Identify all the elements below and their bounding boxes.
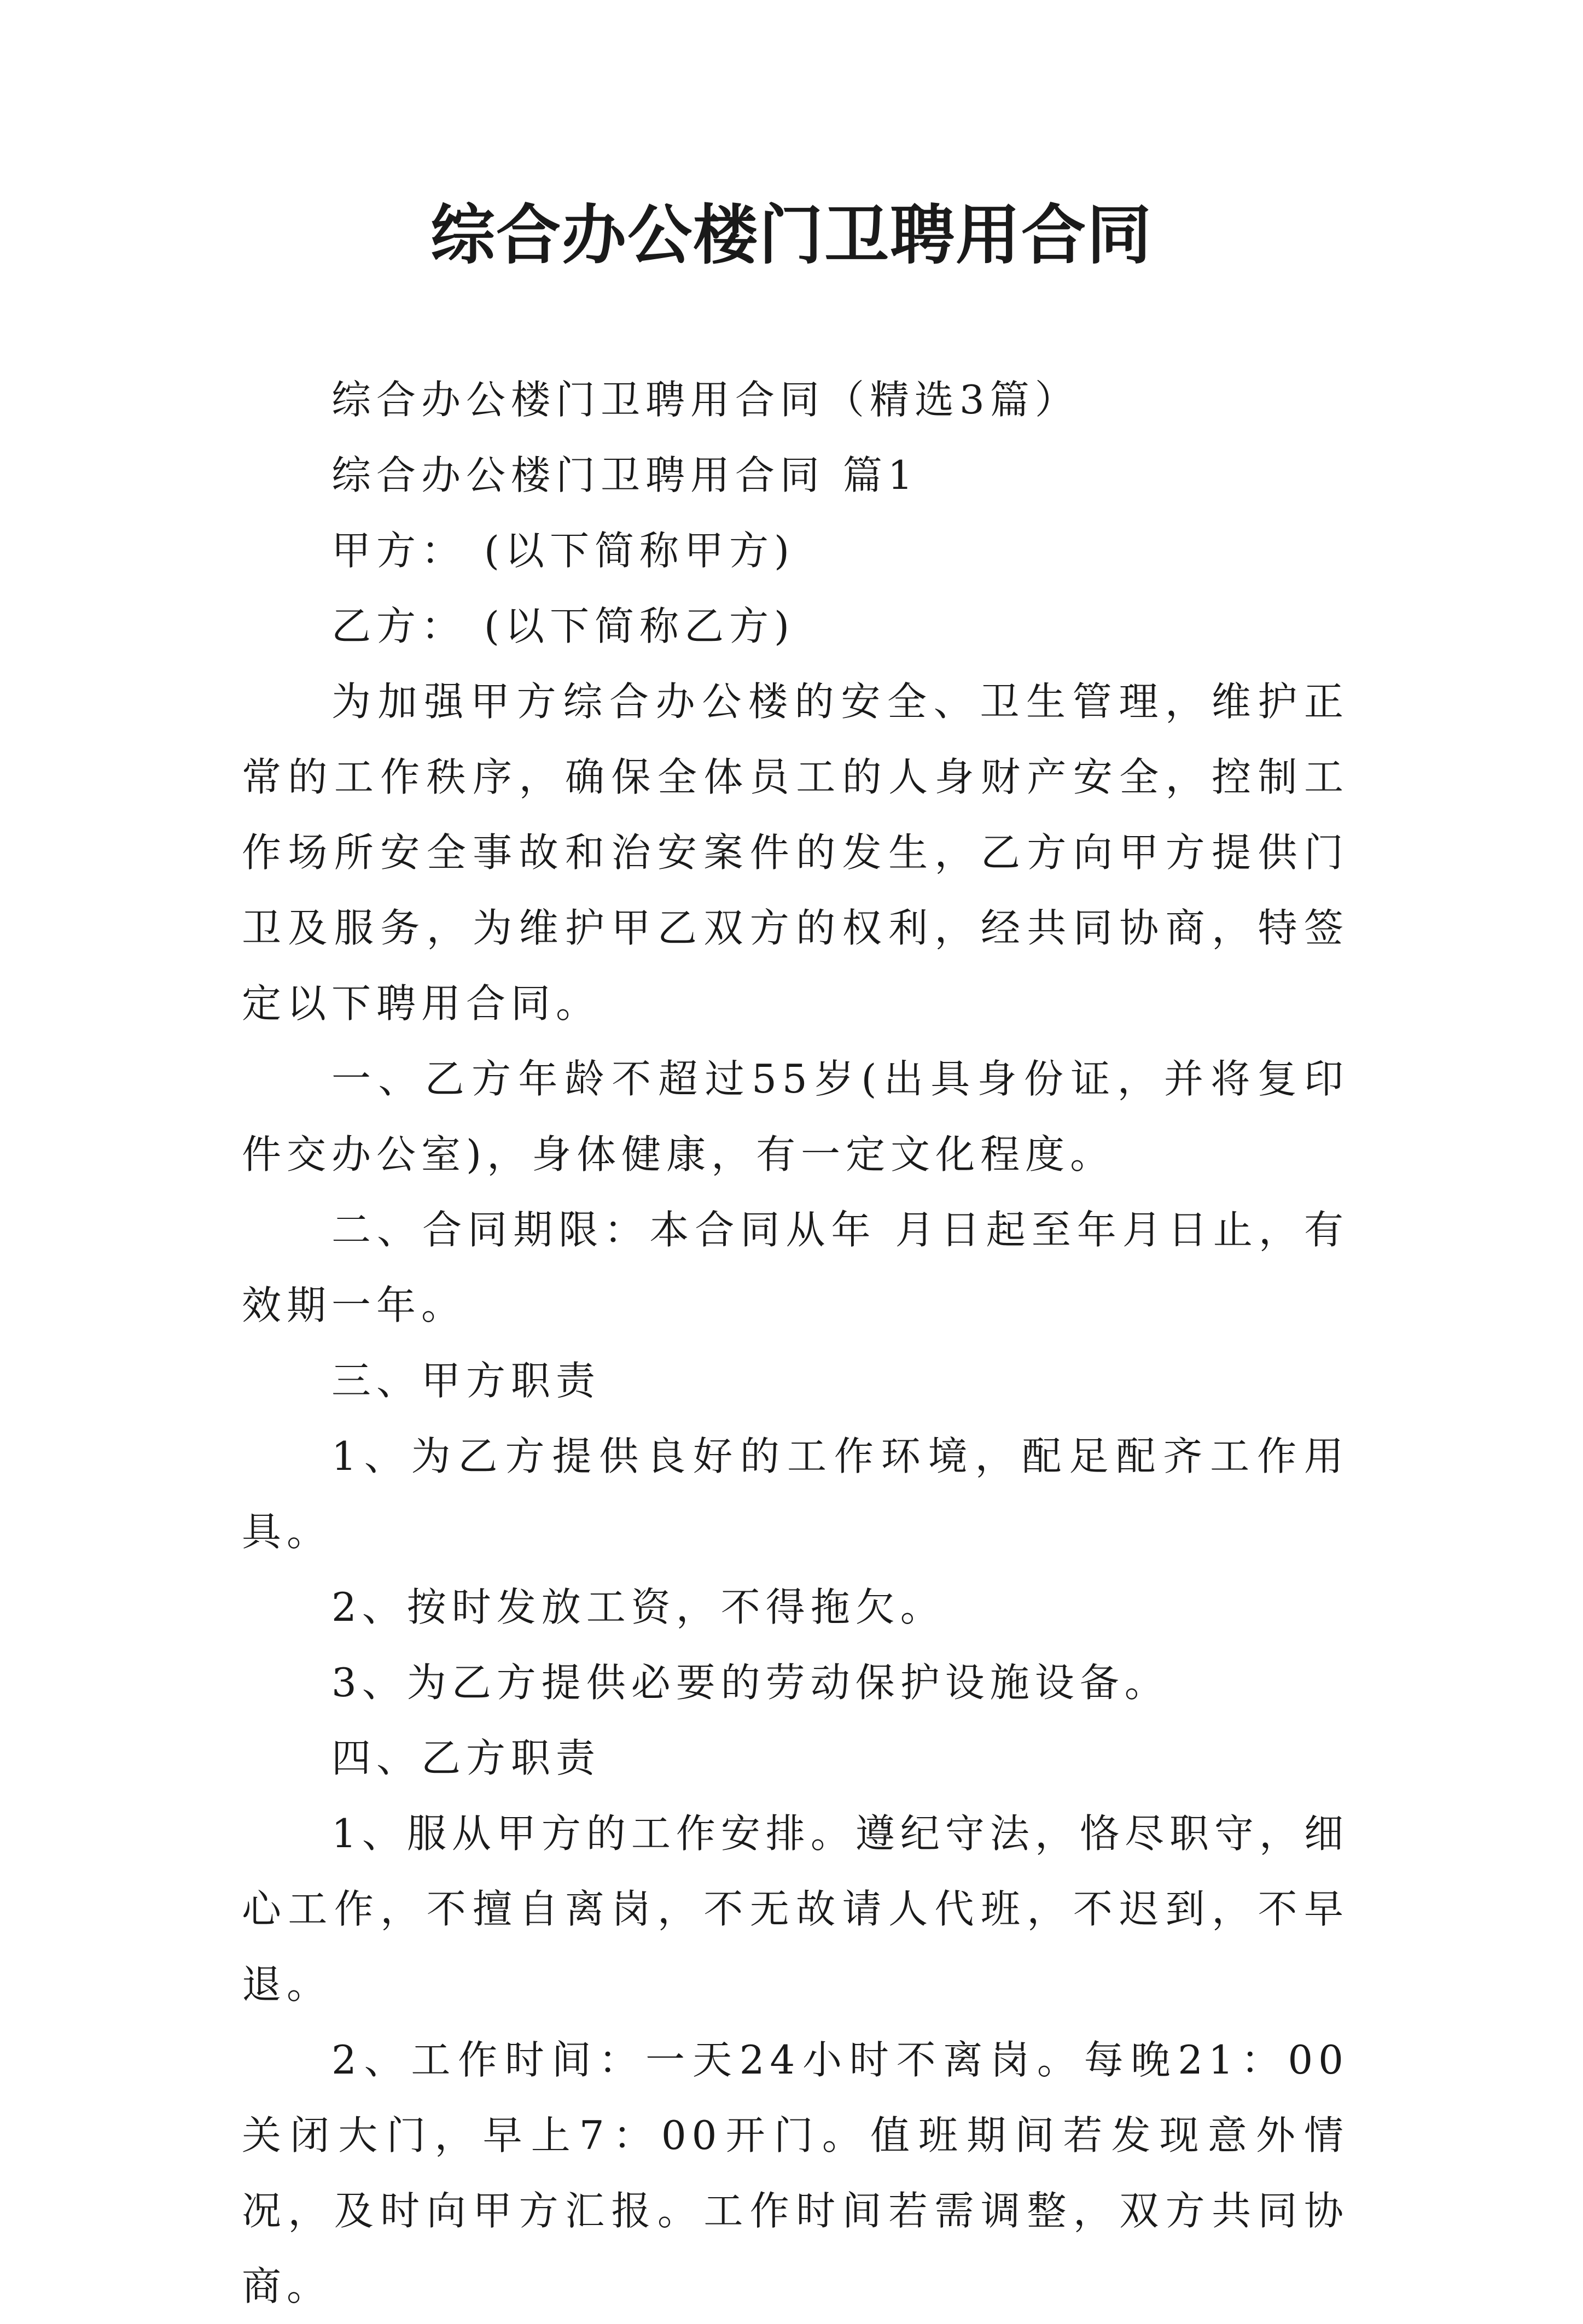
paragraph-clause-3-item-3: 3、为乙方提供必要的劳动保护设施设备。 <box>331 1660 1169 1706</box>
paragraph-subtitle: 综合办公楼门卫聘用合同（精选3篇） <box>331 377 1080 423</box>
paragraph-preamble: 为加强甲方综合办公楼的安全、卫生管理，维护正常的工作秩序，确保全体员工的人身财产安全，控制工作场所安全事故和治安案件的发生，乙方向甲方提供门卫及服务，为维护甲乙双方的权利，经共同协商，特签定以下聘用合同。 <box>242 679 1349 1026</box>
paragraph-clause-3-item-2: 2、按时发放工资，不得拖欠。 <box>331 1584 945 1630</box>
document-body <box>242 362 1349 2324</box>
paragraph-clause-4-item-2: 2、工作时间：一天24小时不离岗。每晚21：00关闭大门，早上7：00开门。值班期间若发现意外情况，及时向甲方汇报。工作时间若需调整，双方共同协商。 <box>242 2037 1349 2309</box>
paragraph-party-a: 甲方： (以下简称甲方) <box>331 528 795 574</box>
paragraph-clause-3-heading: 三、甲方职责 <box>331 1358 601 1404</box>
paragraph-chapter-heading: 综合办公楼门卫聘用合同 篇1 <box>331 452 918 498</box>
paragraph-party-b: 乙方： (以下简称乙方) <box>331 603 795 649</box>
paragraph-clause-4-item-1: 1、服从甲方的工作安排。遵纪守法，恪尽职守，细心工作，不擅自离岗，不无故请人代班，不迟到，不早退。 <box>242 1811 1349 2007</box>
paragraph-clause-2: 二、合同期限：本合同从年 月日起至年月日止，有效期一年。 <box>242 1207 1349 1328</box>
document-title: 综合办公楼门卫聘用合同 <box>430 197 1153 273</box>
paragraph-clause-1: 一、乙方年龄不超过55岁(出具身份证，并将复印件交办公室)，身体健康，有一定文化程度。 <box>242 1056 1349 1177</box>
paragraph-clause-4-heading: 四、乙方职责 <box>331 1735 601 1781</box>
paragraph-clause-3-item-1: 1、为乙方提供良好的工作环境，配足配齐工作用具。 <box>242 1433 1349 1555</box>
